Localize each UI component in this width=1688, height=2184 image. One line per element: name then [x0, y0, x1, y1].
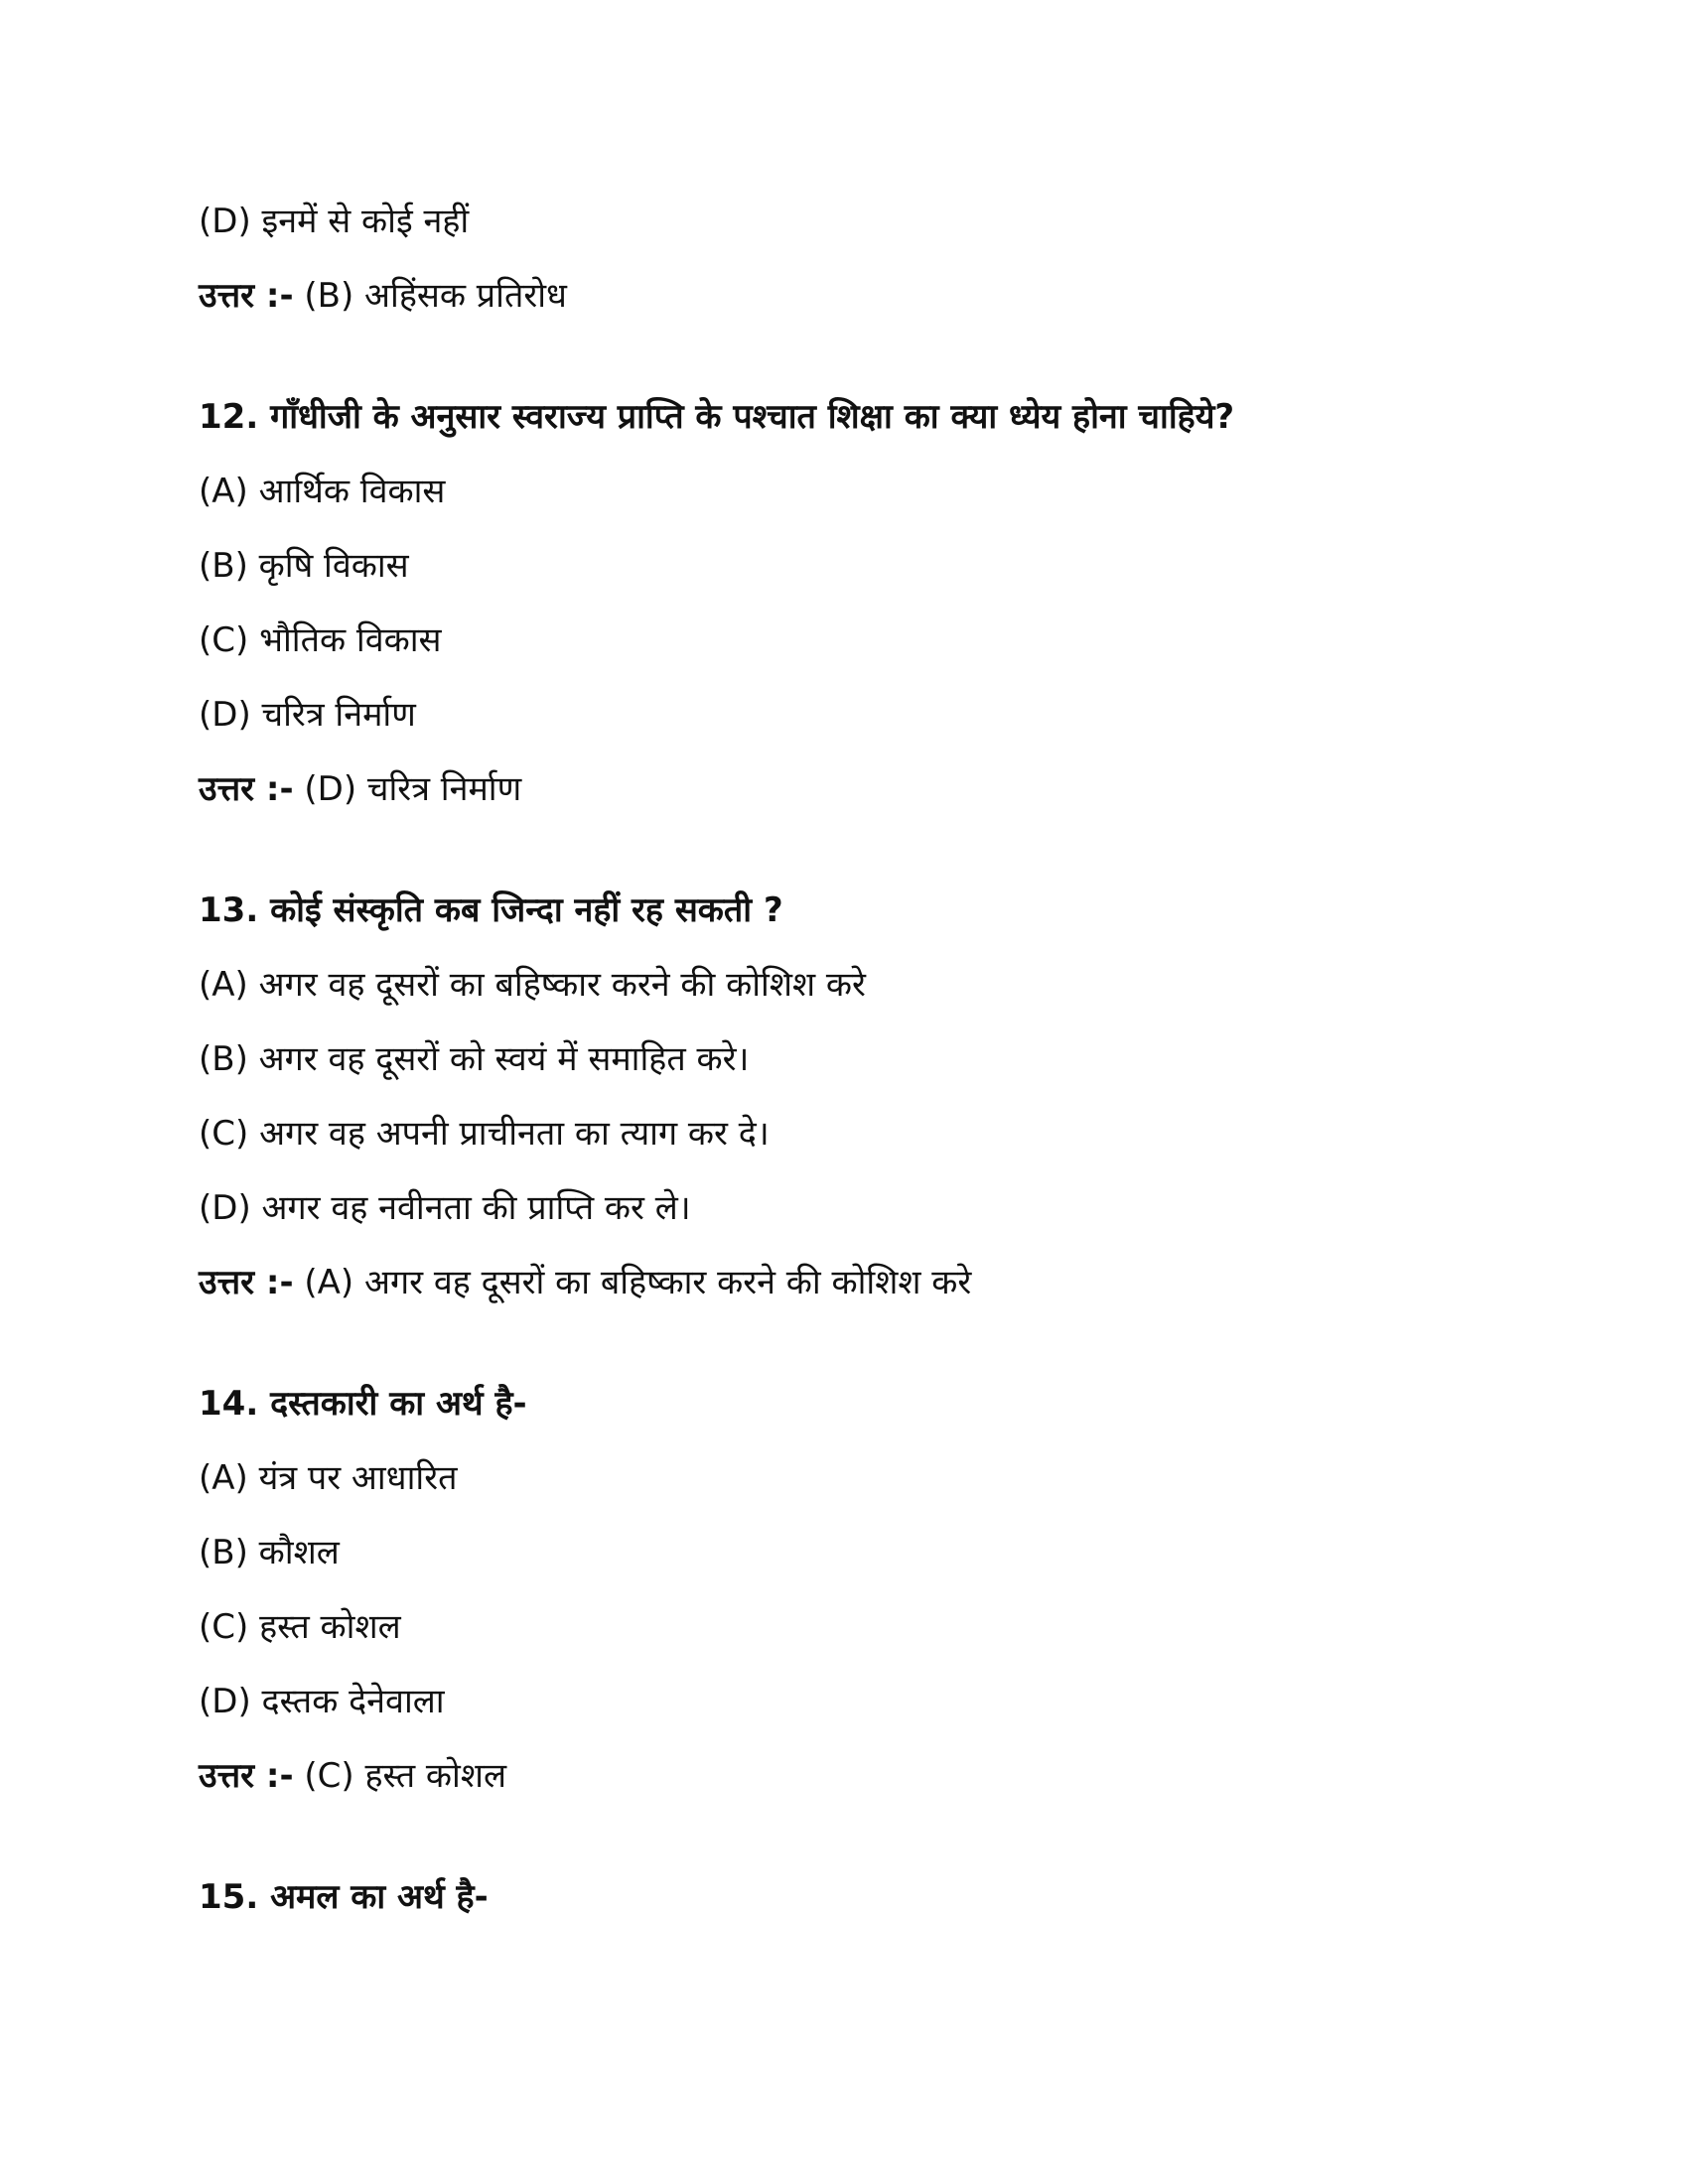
- option-d: [199, 693, 416, 737]
- option-text: अगर वह दूसरों को स्वयं में समाहित करे।: [258, 1039, 750, 1079]
- option-label: (A): [199, 965, 248, 1005]
- option-text: अगर वह दूसरों का बहिष्कार करने की कोशिश करे: [258, 965, 866, 1005]
- option-label: (D): [199, 202, 251, 241]
- option-c: [199, 1605, 401, 1649]
- option-label: (C): [199, 620, 249, 660]
- option-text: दस्तक देनेवाला: [261, 1682, 445, 1721]
- option-c: [199, 1112, 770, 1156]
- answer-line: [199, 767, 521, 811]
- answer-label: उत्तर :-: [199, 769, 294, 809]
- answer-text: (D) चरित्र निर्माण: [304, 769, 522, 809]
- answer-text: (A) अगर वह दूसरों का बहिष्कार करने की कोशिश करे: [304, 1263, 972, 1302]
- answer-label: उत्तर :-: [199, 1263, 294, 1302]
- answer-label: उत्तर :-: [199, 276, 294, 316]
- option-text: अगर वह नवीनता की प्राप्ति कर ले।: [261, 1188, 691, 1228]
- option-label: (D): [199, 1682, 251, 1721]
- option-b: [199, 1531, 340, 1574]
- option-d: [199, 1680, 445, 1723]
- option-text: भौतिक विकास: [259, 620, 442, 660]
- option-label: (C): [199, 1607, 249, 1647]
- option-text: यंत्र पर आधारित: [258, 1458, 458, 1498]
- option-text: कृषि विकास: [258, 546, 409, 586]
- option-label: (C): [199, 1114, 249, 1154]
- option-d: [199, 200, 469, 243]
- option-d: [199, 1186, 691, 1230]
- option-label: (B): [199, 546, 248, 586]
- option-text: इनमें से कोई नहीं: [261, 202, 470, 241]
- answer-line: [199, 1754, 506, 1798]
- option-label: (D): [199, 695, 251, 735]
- option-label: (B): [199, 1533, 248, 1572]
- answer-line: [199, 1261, 971, 1304]
- answer-line: [199, 274, 567, 318]
- question-title: 12. गाँधीजी के अनुसार स्वराज्य प्राप्ति के पश्चात शिक्षा का क्या ध्येय होना चाहिये?: [199, 397, 1235, 437]
- question-title: 14. दस्तकारी का अर्थ है-: [199, 1384, 527, 1424]
- option-text: हस्त कोशल: [259, 1607, 401, 1647]
- option-text: अगर वह अपनी प्राचीनता का त्याग कर दे।: [259, 1114, 770, 1154]
- option-label: (A): [199, 1458, 248, 1498]
- option-text: आर्थिक विकास: [258, 472, 446, 511]
- answer-text: (B) अहिंसक प्रतिरोध: [304, 276, 567, 316]
- answer-label: उत्तर :-: [199, 1756, 294, 1796]
- option-c: [199, 618, 442, 662]
- option-text: चरित्र निर्माण: [261, 695, 416, 735]
- option-text: कौशल: [258, 1533, 340, 1572]
- question-title: 15. अमल का अर्थ है-: [199, 1877, 489, 1917]
- answer-text: (C) हस्त कोशल: [304, 1756, 507, 1796]
- option-a: [199, 470, 445, 513]
- option-label: (B): [199, 1039, 248, 1079]
- option-b: [199, 544, 409, 588]
- option-label: (D): [199, 1188, 251, 1228]
- question-title: 13. कोई संस्कृति कब जिन्दा नहीं रह सकती ?: [199, 890, 783, 930]
- option-a: [199, 963, 866, 1007]
- option-a: [199, 1456, 458, 1500]
- option-label: (A): [199, 472, 248, 511]
- option-b: [199, 1037, 749, 1081]
